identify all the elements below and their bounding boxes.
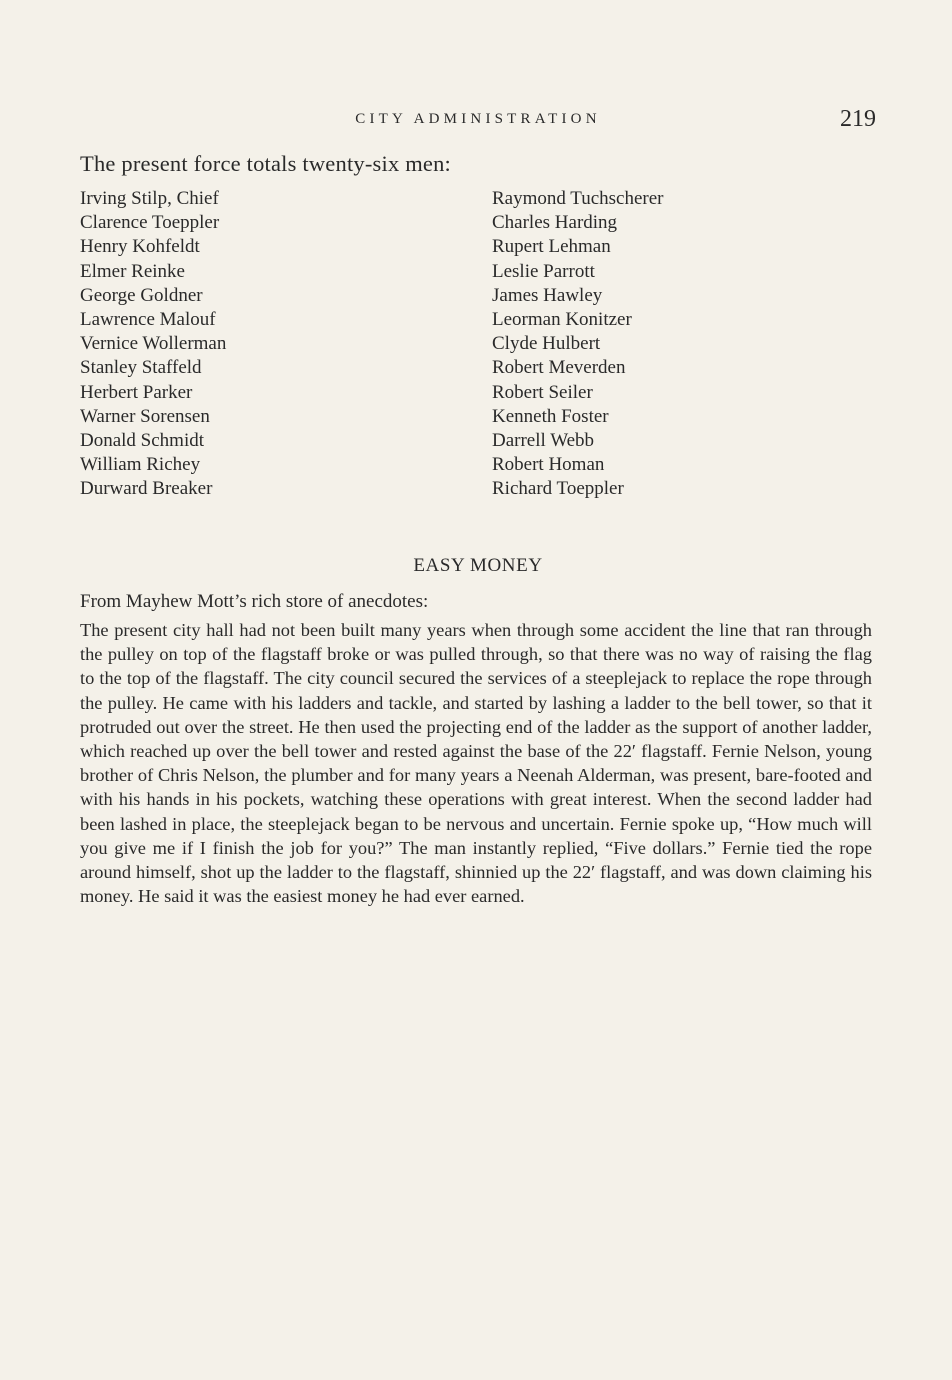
- roster-name: Warner Sorensen: [80, 405, 210, 427]
- section-lead: From Mayhew Mott’s rich store of anecdotes:: [80, 591, 429, 612]
- page-number: 219: [840, 106, 876, 132]
- roster-name: Leslie Parrott: [492, 260, 595, 282]
- section-heading: EASY MONEY: [413, 555, 543, 576]
- roster-name: Lawrence Malouf: [80, 309, 216, 331]
- roster-name: Henry Kohfeldt: [80, 236, 200, 258]
- roster-name: Leorman Konitzer: [492, 309, 632, 331]
- anecdote-paragraph: The present city hall had not been built many years when through some accident the line that ran through the pulley on top of the flagstaff broke or was pulled through, so that there was no way of raising the flag to the top of the flagstaff. The city council secured the services of a steeplejack to replace the rope through the pulley. He came with his ladders and tackle, and started by lashing a ladder to the bell tower, so that it protruded out over the street. He then used the projecting end of the ladder as the support of another ladder, which reached up over the bell tower and rested against the base of the 22′ flagstaff. Fernie Nelson, young brother of Chris Nelson, the plumber and for many years a Neenah Alderman, was present, bare-footed and with his hands in his pockets, watching these operations with great interest. When the second ladder had been lashed in place, the steeplejack began to be nervous and uncertain. Fernie spoke up, “How much will you give me if I finish the job for you?” The man instantly replied, “Five dollars.” Fernie tied the rope around himself, shot up the ladder to the flagstaff, shinnied up the 22′ flagstaff, and was down claiming his money. He said it was the easiest money he had ever earned.: [80, 620, 872, 907]
- roster-name: Raymond Tuchscherer: [492, 188, 664, 209]
- roster-name: Clyde Hulbert: [492, 333, 601, 355]
- roster-name: Donald Schmidt: [80, 430, 205, 452]
- roster-name: Robert Meverden: [492, 357, 626, 379]
- roster-name: Rupert Lehman: [492, 236, 611, 258]
- roster-name: Richard Toeppler: [492, 478, 624, 500]
- roster-name: Robert Seiler: [492, 381, 593, 403]
- roster-name: George Goldner: [80, 284, 203, 306]
- roster-name: William Richey: [80, 454, 201, 476]
- roster-name: Darrell Webb: [492, 430, 595, 452]
- roster-name: Clarence Toeppler: [80, 212, 220, 234]
- roster-name: James Hawley: [492, 284, 603, 306]
- roster-name: Charles Harding: [492, 212, 618, 234]
- roster-name: Vernice Wollerman: [80, 333, 227, 355]
- roster-name: Irving Stilp, Chief: [80, 188, 219, 209]
- roster-left-column: [80, 187, 226, 502]
- roster-name: Elmer Reinke: [80, 260, 185, 282]
- roster-name: Durward Breaker: [80, 478, 213, 500]
- roster-name: Herbert Parker: [80, 381, 193, 403]
- running-title: CITY ADMINISTRATION: [355, 111, 601, 127]
- roster-name: Kenneth Foster: [492, 405, 609, 427]
- roster-name: Stanley Staffeld: [80, 357, 202, 379]
- roster-right-column: [492, 187, 664, 502]
- roster-intro: The present force totals twenty-six men:: [80, 151, 452, 176]
- roster-name: Robert Homan: [492, 454, 605, 476]
- running-head: [80, 108, 876, 134]
